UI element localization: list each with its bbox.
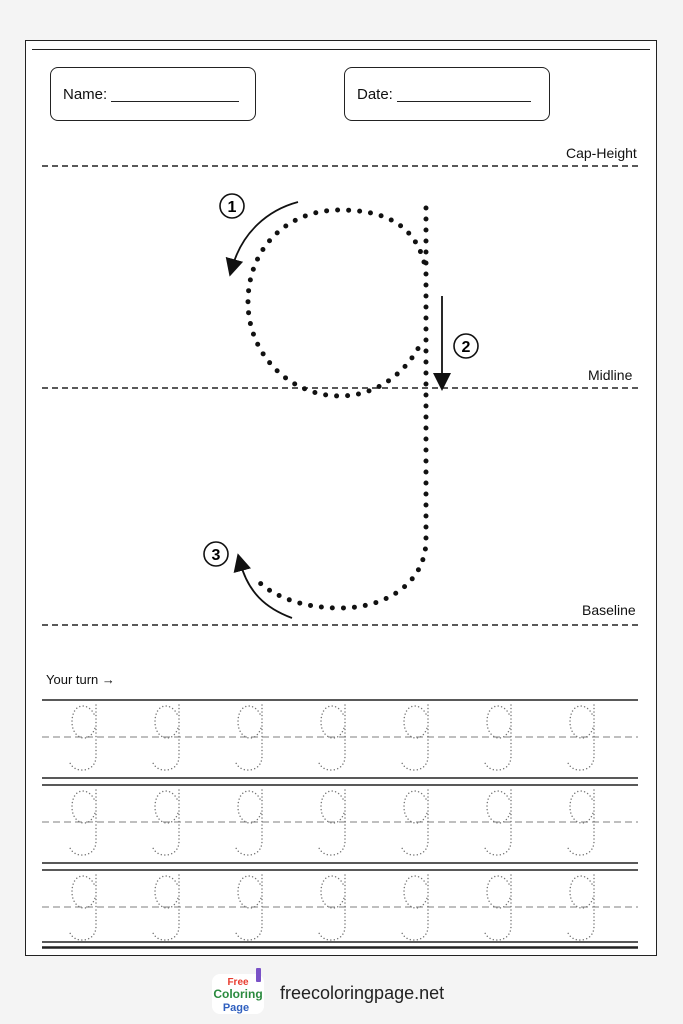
practice-letter-g[interactable] [236, 875, 262, 940]
svg-text:Free: Free [227, 977, 249, 988]
cap-height-label: Cap-Height [566, 145, 637, 161]
step-1-badge [220, 194, 244, 218]
step-3-badge [204, 542, 228, 566]
practice-letter-g[interactable] [236, 705, 262, 770]
practice-row[interactable] [42, 700, 638, 778]
crayon-icon [256, 968, 261, 982]
date-label: Date: [357, 85, 393, 103]
step-2-badge [454, 334, 478, 358]
midline-label: Midline [588, 367, 633, 383]
step-3-number: 3 [211, 547, 221, 564]
name-label: Name: [63, 85, 108, 103]
practice-row[interactable] [42, 870, 638, 948]
practice-area[interactable] [42, 700, 638, 948]
site-logo [212, 968, 264, 1014]
practice-letter-g[interactable] [236, 790, 262, 855]
svg-text:Page: Page [222, 1002, 250, 1014]
arrow-step-3 [240, 562, 292, 618]
letter-g-trace [248, 208, 426, 608]
practice-row[interactable] [42, 785, 638, 863]
letter-g-bowl [248, 210, 424, 396]
letter-g-stem [255, 208, 426, 608]
baseline-label: Baseline [582, 602, 636, 618]
svg-text:Coloring: Coloring [213, 987, 263, 1001]
step-1-number: 1 [227, 199, 237, 216]
your-turn-label: Your turn → [46, 672, 115, 687]
step-2-number: 2 [461, 339, 471, 356]
site-url[interactable]: freecoloringpage.net [280, 983, 445, 1003]
